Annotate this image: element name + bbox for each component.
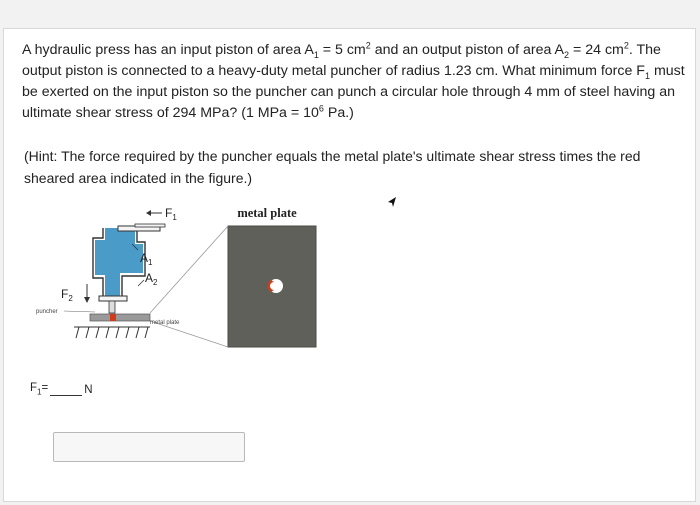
- f1-arrow-head: [146, 210, 151, 216]
- puncher-rod: [109, 301, 115, 313]
- subscript: 2: [564, 49, 570, 60]
- a2-pointer: [138, 280, 144, 286]
- question-part: must be exerted on the input piston so the puncher can punch a circular hole through 4 mm of steel having an ultimate shear stress of 294 MPa? (1 MPa = 10: [22, 63, 685, 121]
- small-sheared-area: [110, 314, 116, 321]
- mouse-pointer-icon: [386, 196, 400, 210]
- output-piston: [99, 296, 127, 301]
- question-part: = 5 cm: [318, 42, 366, 58]
- question-part: Pa.): [323, 105, 354, 121]
- question-part: = 24 cm: [569, 42, 624, 58]
- answer-prefix: $F_1=$: [30, 382, 49, 397]
- a1-label: $A_1$: [140, 251, 153, 267]
- input-piston-rod: [135, 224, 165, 227]
- small-metal-plate: [90, 314, 150, 321]
- question-part: . The output piston is connected to a heavy-duty metal puncher of radius 1.23 cm. What minimum force F: [22, 42, 661, 79]
- answer-input[interactable]: [53, 432, 245, 462]
- f2-label: $F_2$: [61, 287, 73, 303]
- f1-label: $F_1$: [165, 206, 177, 222]
- small-plate-label: metal plate: [150, 320, 180, 326]
- superscript: 6: [318, 103, 324, 114]
- superscript: 2: [623, 40, 629, 51]
- metal-plate-label: metal plate: [237, 206, 297, 220]
- question-part: and an output piston of area A: [370, 42, 565, 58]
- answer-label-row: [30, 382, 93, 396]
- puncher-pointer: [64, 311, 95, 312]
- subscript: 1: [313, 49, 319, 60]
- subscript: 1: [644, 70, 650, 81]
- puncher-label: puncher: [36, 309, 58, 315]
- superscript: 2: [365, 40, 371, 51]
- connector-line: [150, 226, 228, 313]
- question-part: A hydraulic press has an input piston of area A: [22, 42, 314, 58]
- answer-blank: [50, 385, 82, 396]
- a2-label: $A_2$: [145, 271, 158, 287]
- ground-hatch: [76, 327, 148, 338]
- f2-arrow-head: [84, 297, 90, 303]
- answer-unit: N: [84, 384, 93, 397]
- hint-text: (Hint: The force required by the puncher equals the metal plate's ultimate shear stress times the red sheared area indicated in the figure.): [24, 148, 641, 186]
